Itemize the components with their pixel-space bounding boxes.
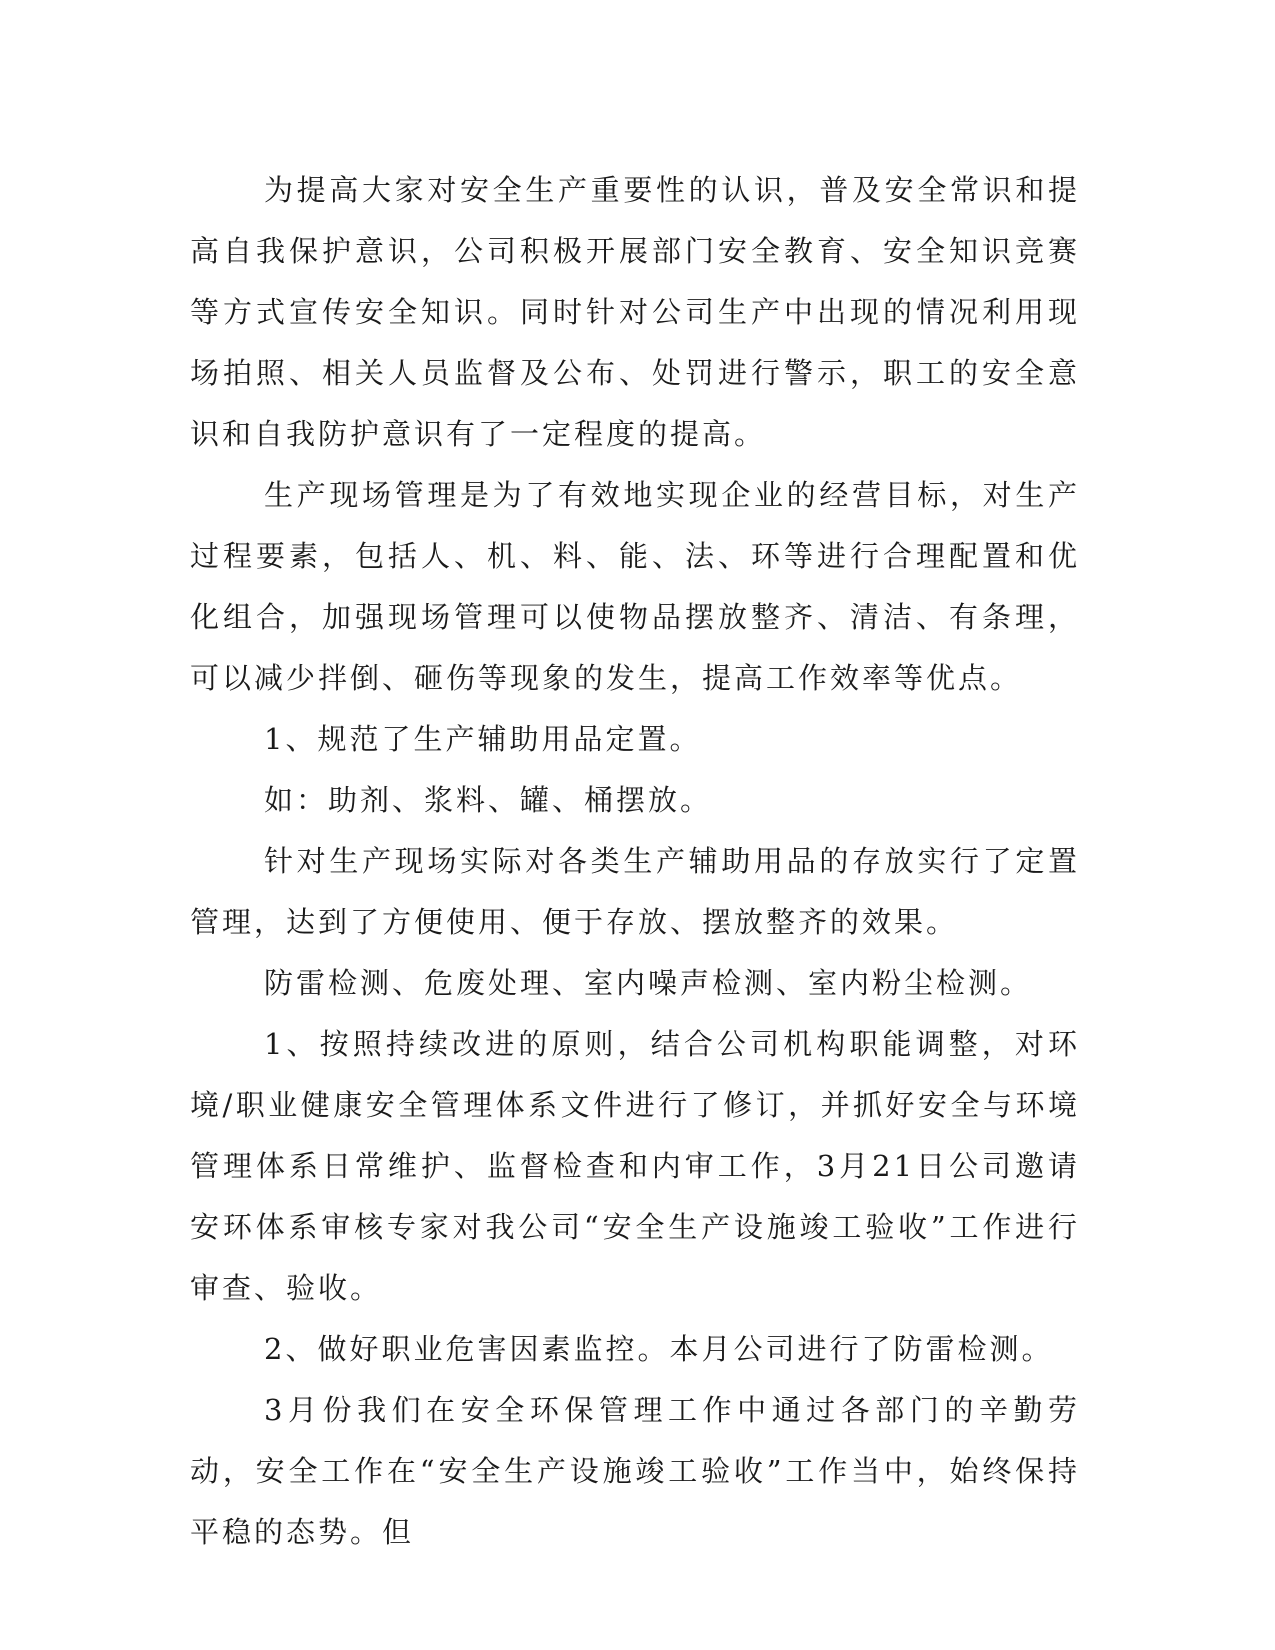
paragraph-site-management: 生产现场管理是为了有效地实现企业的经营目标，对生产过程要素，包括人、机、料、能、法、环等进行合理配置和优化组合，加强现场管理可以使物品摆放整齐、清洁、有条理，可以减少拌倒、砸伤等现象的发生，提高工作效率等优点。 — [190, 478, 1080, 695]
paragraph-march-summary: 3月份我们在安全环保管理工作中通过各部门的辛勤劳动，安全工作在“安全生产设施竣工验收”工作当中，始终保持平稳的态势。但 — [190, 1393, 1080, 1549]
paragraph-occupational-hazard: 2、做好职业危害因素监控。本月公司进行了防雷检测。 — [264, 1332, 1054, 1366]
paragraph-fixed-position-management: 针对生产现场实际对各类生产辅助用品的存放实行了定置管理，达到了方便使用、便于存放、摆放整齐的效果。 — [190, 844, 1080, 939]
paragraph-example-items: 如：助剂、浆料、罐、桶摆放。 — [264, 783, 713, 817]
paragraph-system-revision: 1、按照持续改进的原则，结合公司机构职能调整，对环境/职业健康安全管理体系文件进行了修订，并抓好安全与环境管理体系日常维护、监督检查和内审工作，3月21日公司邀请安环体系审核专家对我公司“安全生产设施竣工验收”工作进行审查、验收。 — [190, 1027, 1080, 1305]
paragraph-item-auxiliary-supplies: 1、规范了生产辅助用品定置。 — [264, 722, 702, 756]
document-body — [190, 160, 1080, 1563]
paragraph-safety-awareness: 为提高大家对安全生产重要性的认识，普及安全常识和提高自我保护意识，公司积极开展部门安全教育、安全知识竞赛等方式宣传安全知识。同时针对公司生产中出现的情况利用现场拍照、相关人员监督及公布、处罚进行警示，职工的安全意识和自我防护意识有了一定程度的提高。 — [190, 173, 1080, 451]
paragraph-inspection-list: 防雷检测、危废处理、室内噪声检测、室内粉尘检测。 — [264, 966, 1033, 1000]
